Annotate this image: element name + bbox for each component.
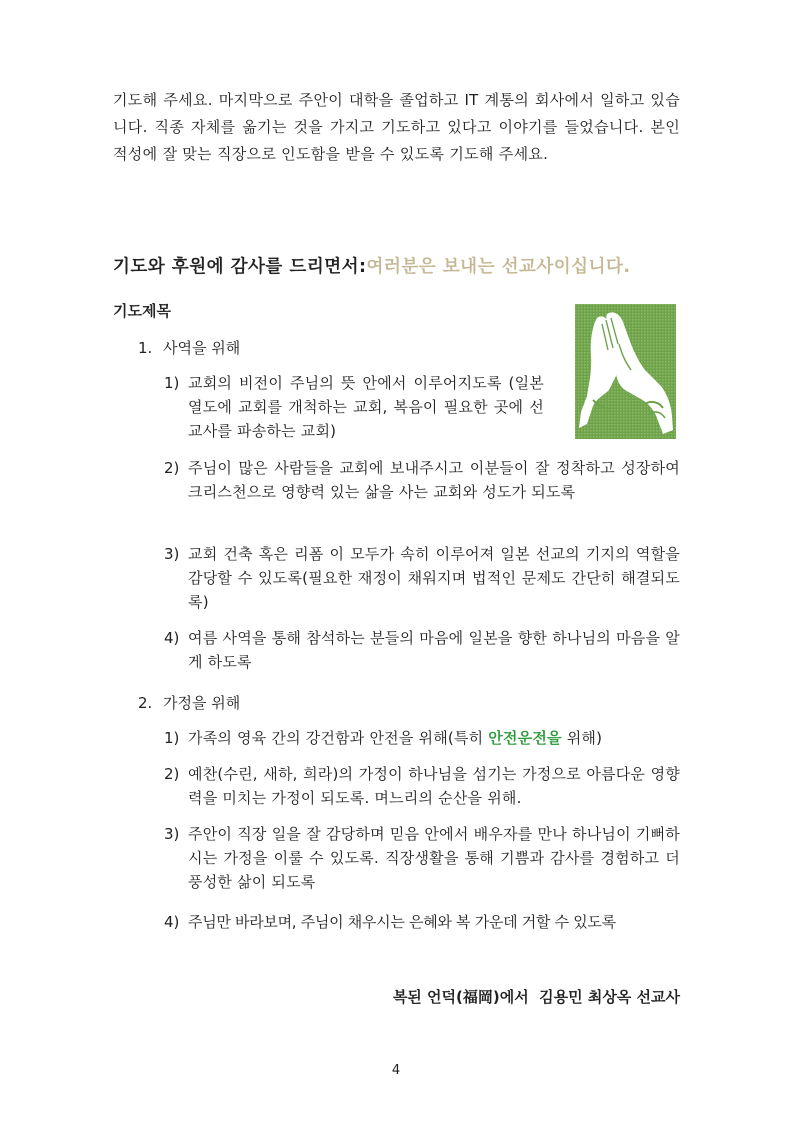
prayer-item bbox=[164, 371, 544, 443]
group-title: 가정을 위해 bbox=[163, 694, 241, 712]
item-text: 예찬(수린, 새하, 희라)의 가정이 하나님을 섬기는 가정으로 아름다운 영향력을 미치는 가정이 되도록. 며느리의 순산을 위해. bbox=[188, 765, 680, 807]
prayer-topics-heading: 기도제목 bbox=[113, 302, 171, 320]
item-text: 주안이 직장 일을 잘 감당하며 믿음 안에서 배우자를 만나 하나님이 기뻐하시는 가정을 이룰 수 있도록. 직장생활을 통해 기쁨과 감사를 경험하고 더 풍성한 삶이 되도록 bbox=[188, 825, 680, 891]
group-title: 사역을 위해 bbox=[163, 339, 241, 357]
prayer-item bbox=[164, 822, 680, 894]
prayer-group-ministry bbox=[138, 337, 240, 358]
item-text: 교회 건축 혹은 리폼 이 모두가 속히 이루어져 일본 선교의 기지의 역할을 감당할 수 있도록(필요한 재정이 채워지며 법적인 문제도 간단히 해결되도록) bbox=[188, 545, 680, 611]
item-text: 여름 사역을 통해 참석하는 분들의 마음에 일본을 향한 하나님의 마음을 알게 하도록 bbox=[188, 629, 680, 671]
item-text-after: 위해) bbox=[561, 729, 603, 747]
item-number: 2) bbox=[164, 765, 180, 783]
item-text: 교회의 비전이 주님의 뜻 안에서 이루어지도록 (일본 열도에 교회를 개척하는 교회, 복음이 필요한 곳에 선교사를 파송하는 교회) bbox=[188, 374, 544, 440]
signature: 복된 언덕(福岡)에서 김용민 최상옥 선교사 bbox=[392, 988, 680, 1006]
page-number: 4 bbox=[391, 1063, 401, 1078]
safe-driving-highlight: 안전운전을 bbox=[488, 729, 562, 747]
prayer-item bbox=[164, 726, 680, 750]
item-text: 주님만 바라보며, 주님이 채우시는 은혜와 복 가운데 거할 수 있도록 bbox=[188, 913, 616, 931]
prayer-item bbox=[164, 626, 680, 674]
item-number: 4) bbox=[164, 913, 180, 931]
item-number: 4) bbox=[164, 629, 180, 647]
item-number: 2) bbox=[164, 459, 180, 477]
item-text-before: 가족의 영육 간의 강건함과 안전을 위해(특히 bbox=[188, 729, 489, 747]
item-text bbox=[188, 726, 680, 750]
intro-paragraph: 기도해 주세요. 마지막으로 주안이 대학을 졸업하고 IT 계통의 회사에서 일하고 있습니다. 직종 자체를 옮기는 것을 가지고 기도하고 있다고 이야기를 들었습니다. 본인 적성에 잘 맞는 직장으로 인도함을 받을 수 있도록 기도해 주세요. bbox=[113, 91, 680, 163]
section-title-text: 기도와 후원에 감사를 드리면서: bbox=[113, 257, 367, 277]
prayer-item bbox=[164, 456, 680, 528]
item-text: 주님이 많은 사람들을 교회에 보내주시고 이분들이 잘 정착하고 성장하여 크리스천으로 영향력 있는 삶을 사는 교회와 성도가 되도록 bbox=[188, 459, 680, 501]
praying-hands-icon bbox=[575, 304, 676, 439]
item-number: 3) bbox=[164, 545, 180, 563]
item-number: 1) bbox=[164, 729, 180, 747]
group-number: 2. bbox=[138, 694, 153, 712]
group-number: 1. bbox=[138, 339, 153, 357]
section-title bbox=[113, 253, 713, 278]
item-number: 1) bbox=[164, 374, 180, 392]
prayer-item bbox=[164, 542, 680, 614]
prayer-item bbox=[164, 910, 680, 934]
prayer-group-family bbox=[138, 692, 240, 713]
prayer-item bbox=[164, 762, 680, 810]
section-title-highlight: 여러분은 보내는 선교사이십니다. bbox=[366, 257, 631, 277]
item-number: 3) bbox=[164, 825, 180, 843]
